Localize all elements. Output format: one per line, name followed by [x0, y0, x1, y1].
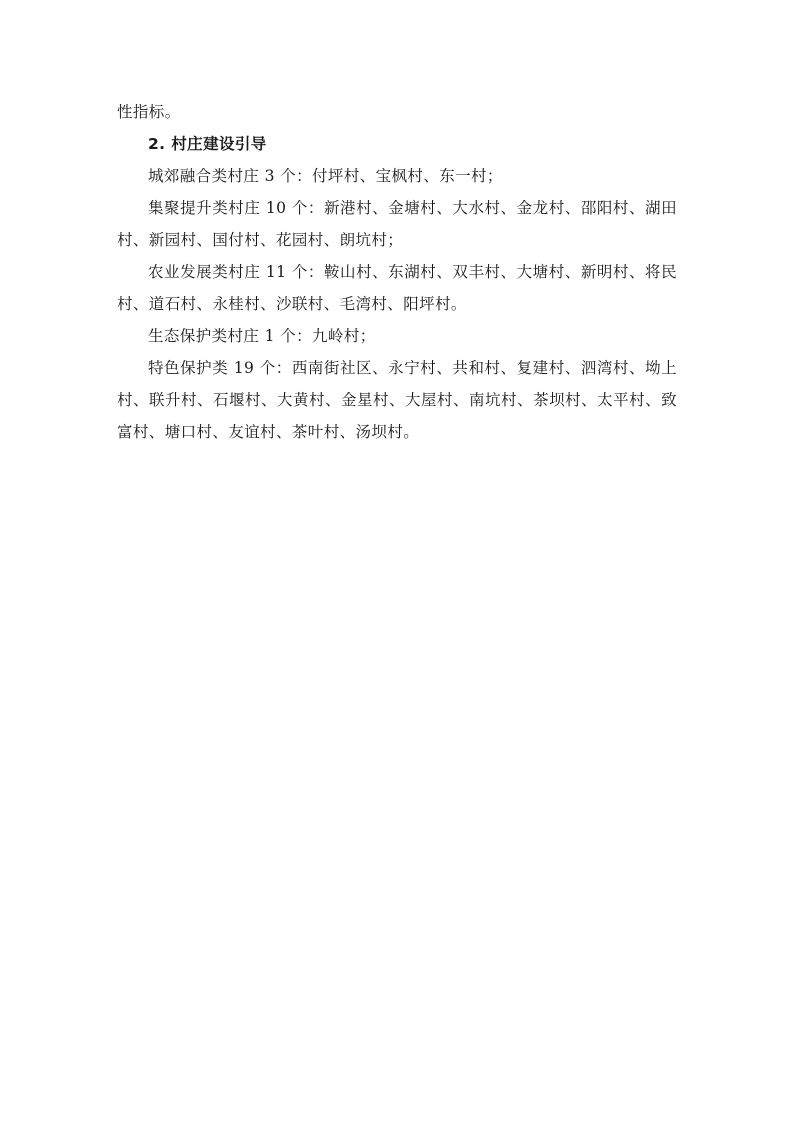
- document-body: [117, 96, 677, 448]
- continuation-text: 性指标。: [117, 103, 181, 121]
- paragraph-agricultural-villages: 农业发展类村庄 11 个：鞍山村、东湖村、双丰村、大塘村、新明村、将民村、道石村、永桂村、沙联村、毛湾村、阳坪村。: [117, 263, 677, 313]
- section-heading: 2. 村庄建设引导: [148, 135, 267, 153]
- paragraph-suburban-villages: 城郊融合类村庄 3 个：付坪村、宝枫村、东一村；: [148, 167, 503, 185]
- paragraph-featured-villages: 特色保护类 19 个：西南街社区、永宁村、共和村、复建村、泗湾村、坳上村、联升村、石堰村、大黄村、金星村、大屋村、南坑村、茶坝村、太平村、致富村、塘口村、友谊村、茶叶村、汤坝村。: [117, 359, 677, 441]
- paragraph-ecological-villages: 生态保护类村庄 1 个：九岭村；: [148, 327, 376, 345]
- paragraph-cluster-villages: 集聚提升类村庄 10 个：新港村、金塘村、大水村、金龙村、邵阳村、湖田村、新园村、国付村、花园村、朗坑村；: [117, 199, 677, 249]
